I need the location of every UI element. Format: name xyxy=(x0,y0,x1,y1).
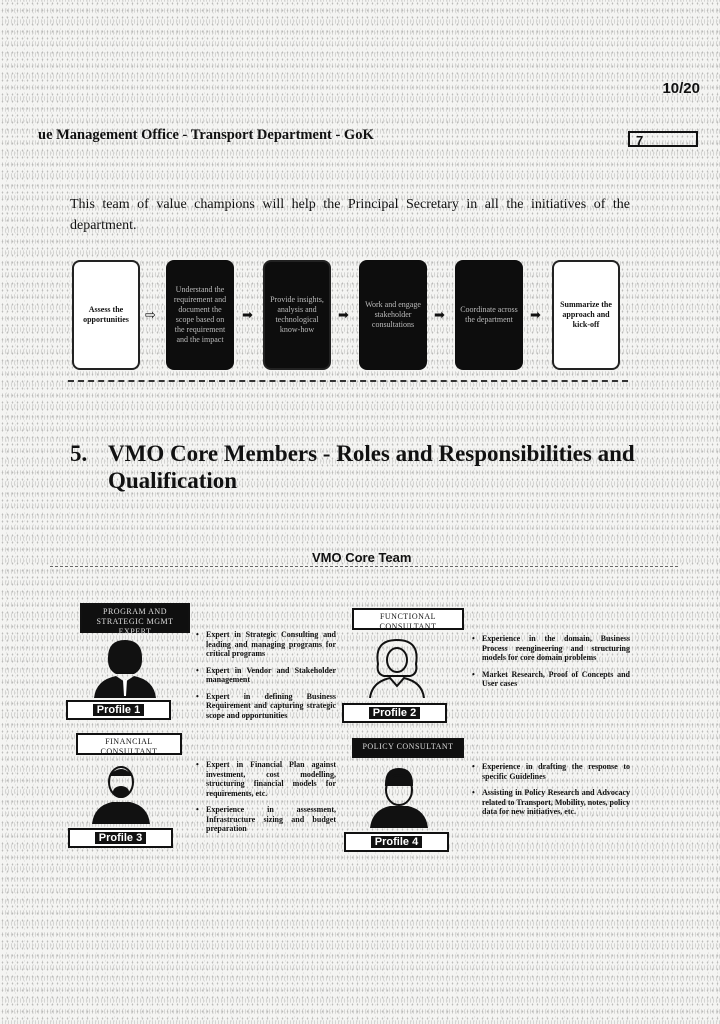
process-flow xyxy=(68,256,628,382)
flow-arrow-icon: ➡ xyxy=(530,308,541,323)
flow-step: Provide insights, analysis and technological know-how xyxy=(263,260,331,370)
duty-item: • Expert in Strategic Consulting and leading and managing programs for critical programs xyxy=(206,630,336,659)
profile-duties xyxy=(472,634,630,696)
profile-label: Profile 4 xyxy=(344,832,449,852)
flow-arrow-icon: ➡ xyxy=(434,308,445,323)
team-title: VMO Core Team xyxy=(312,550,412,565)
duty-item: • Experience in assessment, Infrastructure sizing and budget preparation xyxy=(206,805,336,834)
duty-item: • Market Research, Proof of Concepts and User cases xyxy=(482,670,630,689)
flow-step: Assess the opportunities xyxy=(72,260,140,370)
profile-label: Profile 2 xyxy=(342,703,447,723)
male-avatar-icon xyxy=(86,760,156,824)
duty-item: • Expert in defining Business Requirement and capturing strategic scope and opportunities xyxy=(206,692,336,721)
page-header: ue Management Office - Transport Department - GoK xyxy=(38,127,374,143)
duty-item: • Expert in Financial Plan against investment, cost modelling, structuring financial models for requirements, etc. xyxy=(206,760,336,798)
duty-item: • Expert in Vendor and Stakeholder management xyxy=(206,666,336,685)
flow-step: Work and engage stakeholder consultations xyxy=(359,260,427,370)
role-title: POLICY CONSULTANT xyxy=(352,738,464,758)
role-title: FUNCTIONAL CONSULTANT xyxy=(352,608,464,630)
female-avatar-icon xyxy=(362,634,432,698)
role-title: FINANCIAL CONSULTANT xyxy=(76,733,182,755)
team-divider xyxy=(50,566,678,567)
duty-item: • Assisting in Policy Research and Advocacy related to Transport, Mobility, notes, policy data for new initiatives, etc. xyxy=(482,788,630,817)
male-avatar-icon xyxy=(90,634,160,698)
flow-step: Understand the requirement and document the scope based on the requirement and the impact xyxy=(166,260,234,370)
flow-arrow-icon: ➡ xyxy=(242,308,253,323)
duty-item: • Experience in the domain, Business Process reengineering and structuring models for core domain problems xyxy=(482,634,630,663)
profile-duties xyxy=(472,762,630,824)
profile-duties xyxy=(196,630,336,727)
flow-step: Coordinate across the department xyxy=(455,260,523,370)
flow-baseline xyxy=(68,380,628,382)
duty-item: • Experience in drafting the response to specific Guidelines xyxy=(482,762,630,781)
intro-paragraph: This team of value champions will help the Principal Secretary in all the initiatives of the department. xyxy=(70,197,630,233)
section-number: 5. xyxy=(70,441,88,466)
flow-arrow-icon: ➡ xyxy=(338,308,349,323)
header-page-box: 7 xyxy=(628,131,698,147)
profile-label: Profile 1 xyxy=(66,700,171,720)
role-title: PROGRAM AND STRATEGIC MGMT EXPERT xyxy=(80,603,190,633)
flow-step: Summarize the approach and kick-off xyxy=(552,260,620,370)
profile-duties xyxy=(196,760,336,841)
section-heading xyxy=(70,440,720,494)
flow-arrow-icon: ⇨ xyxy=(145,308,156,323)
section-title: VMO Core Members - Roles and Responsibilities and Qualification xyxy=(108,441,635,493)
page-number: 10/20 xyxy=(662,80,700,97)
male-avatar-icon xyxy=(364,764,434,828)
profile-label: Profile 3 xyxy=(68,828,173,848)
